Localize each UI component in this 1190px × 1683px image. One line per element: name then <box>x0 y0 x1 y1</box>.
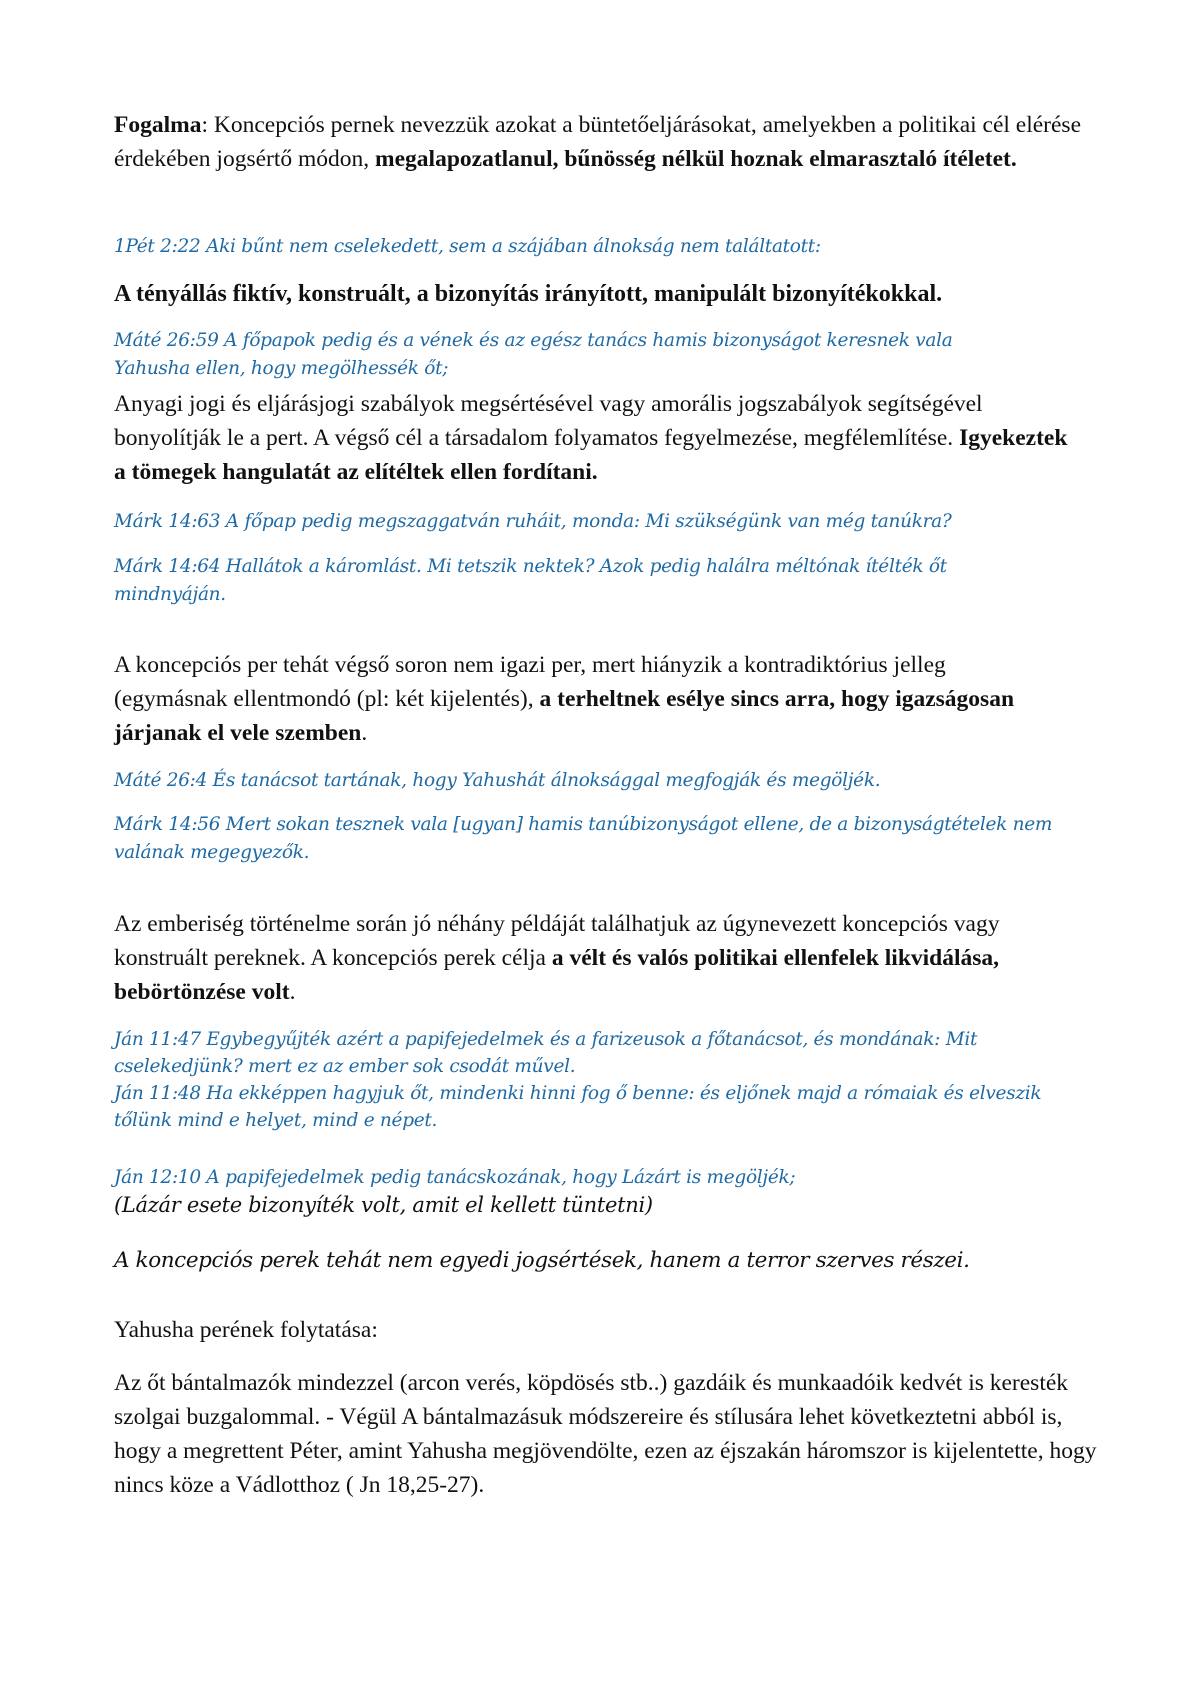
bible-quote: Márk 14:63 A főpap pedig megszaggatván ruháit, monda: Mi szükségünk van még tanúkra? <box>114 511 952 532</box>
definition-bold: megalapozatlanul, bűnösség nélkül hoznak elmarasztaló ítéletet. <box>375 146 1017 172</box>
bible-quote: Ján 11:47 Egybegyűjték azért a papifejedelmek és a farizeusok a főtanácsot, és mondának: Mit cselekedjünk? mert ez az ember sok csodát művel. <box>114 1029 978 1077</box>
bible-quote: Márk 14:64 Hallátok a káromlást. Mi tetszik nektek? Azok pedig halálra méltónak ítélték őt mindnyáján. <box>114 556 947 605</box>
bible-quote: Ján 12:10 A papifejedelmek pedig tanácskozának, hogy Lázárt is megöljék; <box>114 1167 796 1188</box>
bible-quote: Ján 11:48 Ha ekképpen hagyjuk őt, mindenki hinni fog ő benne: és eljőnek majd a rómaiak és elveszik tőlünk mind e helyet, mind e népet. <box>114 1083 1042 1131</box>
bold-statement: A tényállás fiktív, konstruált, a bizonyítás irányított, manipulált bizonyítékokkal. <box>114 281 943 307</box>
bible-quote: Máté 26:59 A főpapok pedig és a vének és az egész tanács hamis bizonyságot keresnek vala Yahusha ellen, hogy megölhessék őt; <box>114 330 953 379</box>
definition-text: Koncepciós pernek nevezzük azokat a büntetőeljárásokat, amelyekben a politikai cél elérése érdekében jogsértő módon, <box>114 112 1082 172</box>
bible-quote: Máté 26:4 És tanácsot tartának, hogy Yahushát álnoksággal megfogják és megöljék. <box>114 770 881 791</box>
bible-quote: Márk 14:56 Mert sokan tesznek vala [ugyan] hamis tanúbizonyságot ellene, de a bizonyságtételek nem valának megegyezők. <box>114 814 1053 863</box>
paragraph: Az őt bántalmazók mindezzel (arcon verés, köpdösés stb..) gazdáik és munkaadóik kedvét is keresték szolgai buzgalommal. - Végül A bántalmazásuk módszereire és stílusára lehet következtetni abból is, hogy a megrettent Péter, amint Yahusha megjövendölte, ezen az éjszakán háromszor is kijelentette, hogy nincs köze a Vádlotthoz ( Jn 18,25-27). <box>114 1370 1097 1498</box>
subheading: Yahusha perének folytatása: <box>114 1317 378 1343</box>
italic-paragraph: A koncepciós perek tehát nem egyedi jogsértések, hanem a terror szerves részei. <box>114 1248 970 1273</box>
note: (Lázár esete bizonyíték volt, amit el kellett tüntetni) <box>114 1193 653 1217</box>
paragraph: Anyagi jogi és eljárásjogi szabályok megsértésével vagy amorális jogszabályok segítségével bonyolítják le a pert. A végső cél a társadalom folyamatos fegyelmezése, megfélemlítése. Igyekeztek a tömegek hangulatát az elítéltek ellen fordítani. <box>114 391 1068 485</box>
paragraph: Az emberiség történelme során jó néhány példáját találhatjuk az úgynevezett koncepciós vagy konstruált pereknek. A koncepciós perek célja a vélt és valós politikai ellenfelek likvidálása, bebörtönzése volt. <box>114 911 1000 1005</box>
paragraph: A koncepciós per tehát végső soron nem igazi per, mert hiányzik a kontradiktórius jelleg (egymásnak ellentmondó (pl: két kijelentés), a terheltnek esélye sincs arra, hogy igazságosan járjanak el vele szemben. <box>114 652 1015 746</box>
definition-paragraph: Fogalma: Koncepciós pernek nevezzük azokat a büntetőeljárásokat, amelyekben a politikai cél elérése érdekében jogsértő módon, megalapozatlanul, bűnösség nélkül hoznak elmarasztaló ítéletet. <box>114 112 1082 172</box>
bible-quote: 1Pét 2:22 Aki bűnt nem cselekedett, sem a szájában álnokság nem találtatott: <box>114 236 821 257</box>
definition-label: Fogalma <box>114 112 202 138</box>
